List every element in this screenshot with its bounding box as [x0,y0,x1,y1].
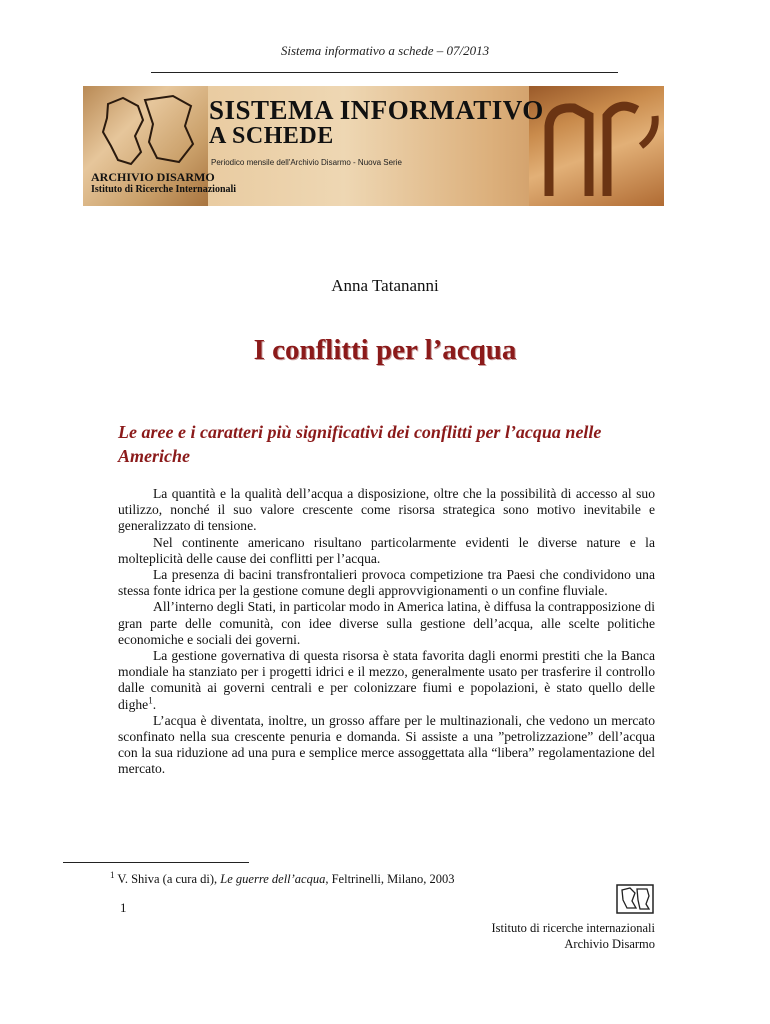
paragraph-with-footnote [118,648,655,713]
paragraph: La presenza di bacini transfrontalieri provoca competizione tra Paesi che condividono una stessa fonte idrica per la gestione comune degli approvvigionamenti o un confine fluviale. [118,567,655,599]
footer-org-line2: Archivio Disarmo [564,937,655,951]
paragraph: Nel continente americano risultano particolarmente evidenti le diverse nature e la molteplicità delle cause dei conflitti per l’acqua. [118,534,655,566]
footer-org-line1: Istituto di ricerche internazionali [491,921,655,935]
footer-org [440,920,655,952]
header-rule [151,72,618,73]
banner-org-name: ARCHIVIO DISARMO [91,170,215,184]
archivio-logo-icon [616,884,654,914]
paragraph: L’acqua è diventata, inoltre, un grosso affare per le multinazionali, che vedono un mercato sconfinato nella sua crescente penuria e domanda. Si assiste a una ”petrolizzazione” dell’acqua con la sua riduzione ad una pura e semplice merce assoggettata alla “libera” regolamentazione del mercato. [118,712,655,777]
paragraph: La quantità e la qualità dell’acqua a disposizione, oltre che la possibilità di accesso al suo utilizzo, nonché il suo valore crescente come risorsa strategica sono motivo inevitabile e generalizzato di tensione. [118,486,655,534]
article-body [118,486,655,778]
footnote-marker: 1 [110,869,115,880]
footnote-book-title: Le guerre dell’acqua [220,872,326,886]
footnote-reference[interactable]: 1 [148,695,153,706]
paragraph-end: . [152,696,157,712]
stylized-letters-icon [529,86,664,206]
running-head: Sistema informativo a schede – 07/2013 [280,43,490,58]
banner-title-line2: A SCHEDE [209,123,334,149]
section-heading: Le aree e i caratteri più significativi dei conflitti per l’acqua nelle Americhe [118,422,602,466]
banner-title-line1: SISTEMA INFORMATIVO [209,95,544,125]
banner-org-subtitle: Istituto di Ricerche Internazionali [91,184,237,195]
footnote-text-before: V. Shiva (a cura di), [117,872,221,886]
footnote [110,869,455,887]
masthead-banner [83,86,664,206]
footnote-rule [63,862,249,863]
paragraph: All’interno degli Stati, in particolar modo in America latina, è diffusa la contrapposizione di gran parte delle comunità, con idee diverse sulla gestione dell’acqua, alle scelte politiche economiche e sociali dei governi. [118,599,655,647]
page-number: 1 [120,900,127,915]
paragraph-text: La gestione governativa di questa risorsa è stata favorita dagli enormi prestiti che la Banca mondiale ha stanziato per i progetti idrici e il mezzo, generalmente usato per trasferire il controllo dalle comunità ai governi centrali e per colonizzare fiumi e popolazioni, è stato quello delle dighe [118,648,655,712]
banner-subtitle: Periodico mensile dell'Archivio Disarmo - Nuova Serie [211,158,402,167]
article-title: I conflitti per l’acqua [253,334,517,366]
author-name: Anna Tatananni [331,276,439,295]
logo-artwork-image [529,86,664,206]
footnote-text-after: , Feltrinelli, Milano, 2003 [325,872,455,886]
